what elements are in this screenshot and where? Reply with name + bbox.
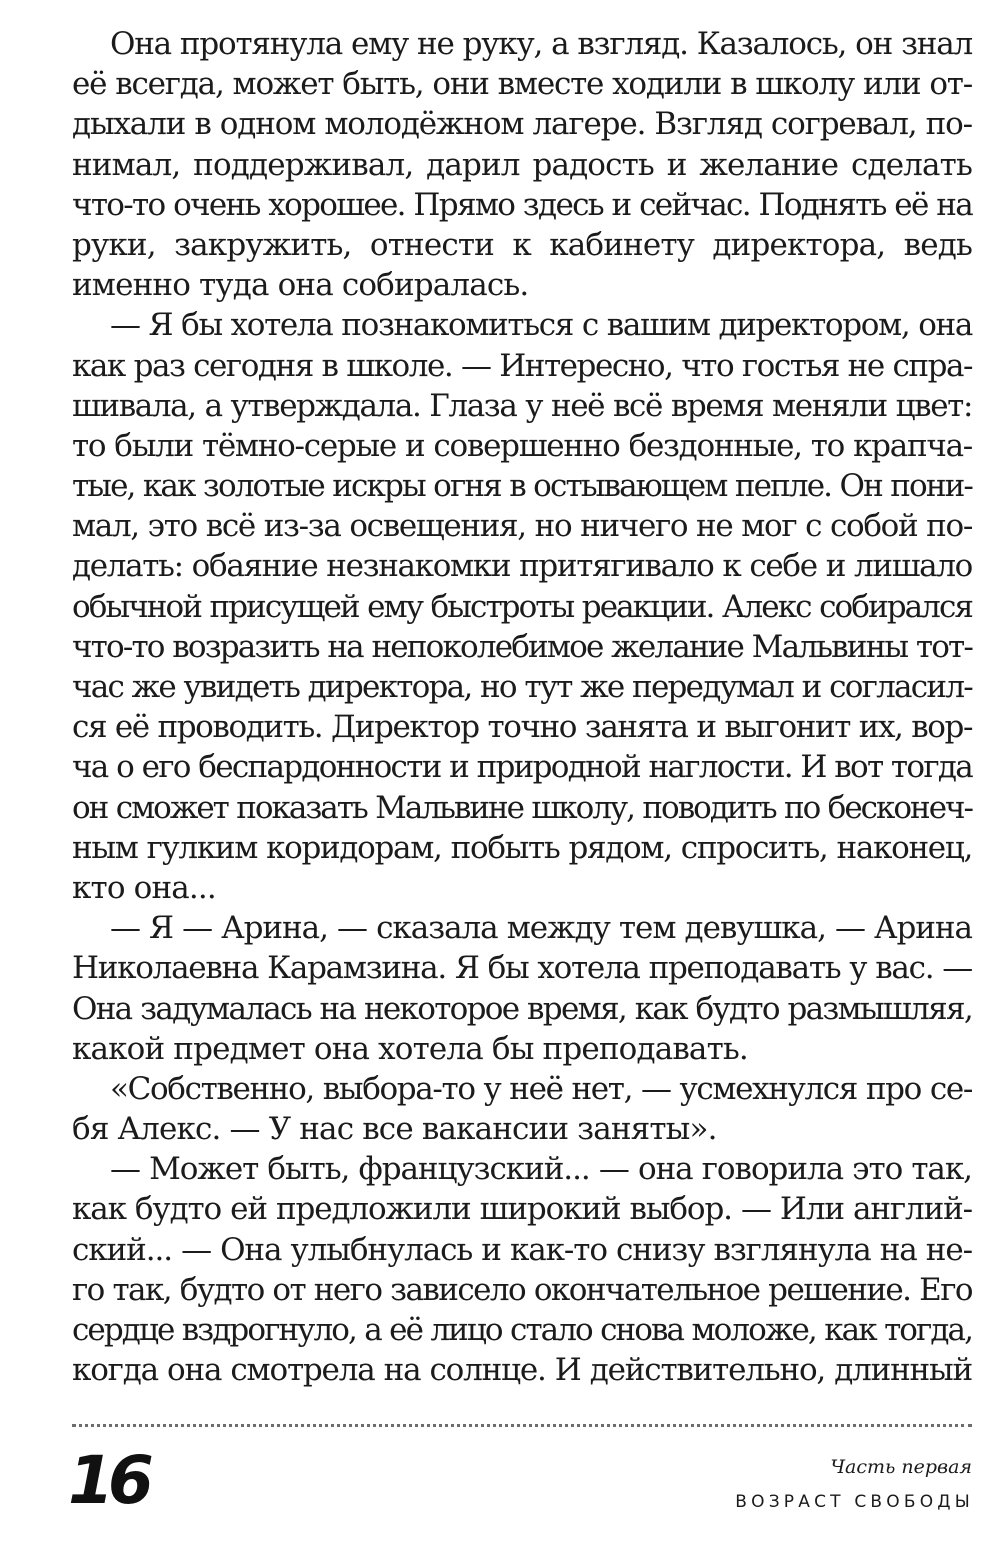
text-line: какой предмет она хотела бы преподавать.: [72, 1030, 748, 1067]
text-line: «Собственно, выбора-то у неё нет, — усмехнулся про се-: [110, 1070, 972, 1107]
text-line: то были тёмно-серые и совершенно бездонные, то крапча-: [72, 427, 972, 464]
paragraph: [72, 1069, 972, 1149]
text-line: бя Алекс. — У нас все вакансии заняты».: [72, 1111, 717, 1148]
text-line: Она задумалась на некоторое время, как будто размышляя,: [72, 990, 972, 1027]
text-line: нимал, поддерживал, дарил радость и желание сделать: [72, 146, 972, 183]
text-line: мал, это всё из-за освещения, но ничего не мог с собой по-: [72, 508, 972, 545]
text-line: го так, будто от него зависело окончательное решение. Его: [72, 1271, 972, 1308]
text-line: — Я бы хотела познакомиться с вашим директором, она: [110, 307, 972, 344]
book-title: ВОЗРАСТ СВОБОДЫ: [735, 1492, 974, 1512]
part-label: Часть первая: [830, 1456, 972, 1478]
text-line: ным гулким коридорам, побыть рядом, спросить, наконец,: [72, 829, 972, 866]
text-line: он сможет показать Мальвине школу, поводить по бесконеч-: [72, 789, 972, 826]
text-line: Она протянула ему не руку, а взгляд. Казалось, он знал: [110, 26, 972, 62]
text-line: что-то возразить на непоколебимое желание Мальвины тот-: [72, 628, 972, 665]
text-line: что-то очень хорошее. Прямо здесь и сейчас. Поднять её на: [72, 186, 972, 223]
text-line: сердце вздрогнуло, а её лицо стало снова моложе, как тогда,: [72, 1312, 972, 1348]
text-line: когда она смотрела на солнце. И действительно, длинный: [72, 1352, 972, 1389]
text-line: именно туда она собиралась.: [72, 267, 529, 304]
text-line: Николаевна Карамзина. Я бы хотела преподавать у вас. —: [72, 950, 972, 987]
text-line: как раз сегодня в школе. — Интересно, что гостья не спра-: [72, 347, 972, 384]
paragraph: [72, 908, 972, 1069]
paragraph: [72, 1149, 972, 1390]
text-line: — Может быть, французский... — она говорила это так,: [110, 1151, 972, 1188]
text-line: делать: обаяние незнакомки притягивало к себе и лишало: [72, 548, 972, 585]
text-line: тые, как золотые искры огня в остывающем пепле. Он пони-: [72, 468, 972, 505]
text-line: ча о его беспардонности и природной наглости. И вот тогда: [72, 749, 972, 786]
text-line: обычной присущей ему быстроты реакции. Алекс собирался: [72, 588, 972, 625]
text-line: кто она...: [72, 869, 216, 906]
text-line: как будто ей предложили широкий выбор. — Или англий-: [72, 1191, 972, 1228]
body-text: [72, 24, 972, 1390]
paragraph: [72, 24, 972, 305]
text-line: час же увидеть директора, но тут же передумал и согласил-: [72, 669, 972, 705]
paragraph: [72, 305, 972, 908]
text-line: дыхали в одном молодёжном лагере. Взгляд согревал, по-: [72, 106, 972, 143]
text-line: руки, закружить, отнести к кабинету директора, ведь: [72, 226, 972, 263]
text-line: — Я — Арина, — сказала между тем девушка, — Арина: [110, 910, 972, 947]
text-line: шивала, а утверждала. Глаза у неё всё время меняли цвет:: [72, 387, 972, 424]
text-line: ся её проводить. Директор точно занята и выгонит их, вор-: [72, 709, 972, 746]
page-number: 16: [68, 1442, 148, 1519]
text-line: ский... — Она улыбнулась и как-то снизу взглянула на не-: [72, 1231, 972, 1268]
text-line: её всегда, может быть, они вместе ходили в школу или от-: [72, 66, 972, 103]
footer-divider: [72, 1424, 972, 1427]
